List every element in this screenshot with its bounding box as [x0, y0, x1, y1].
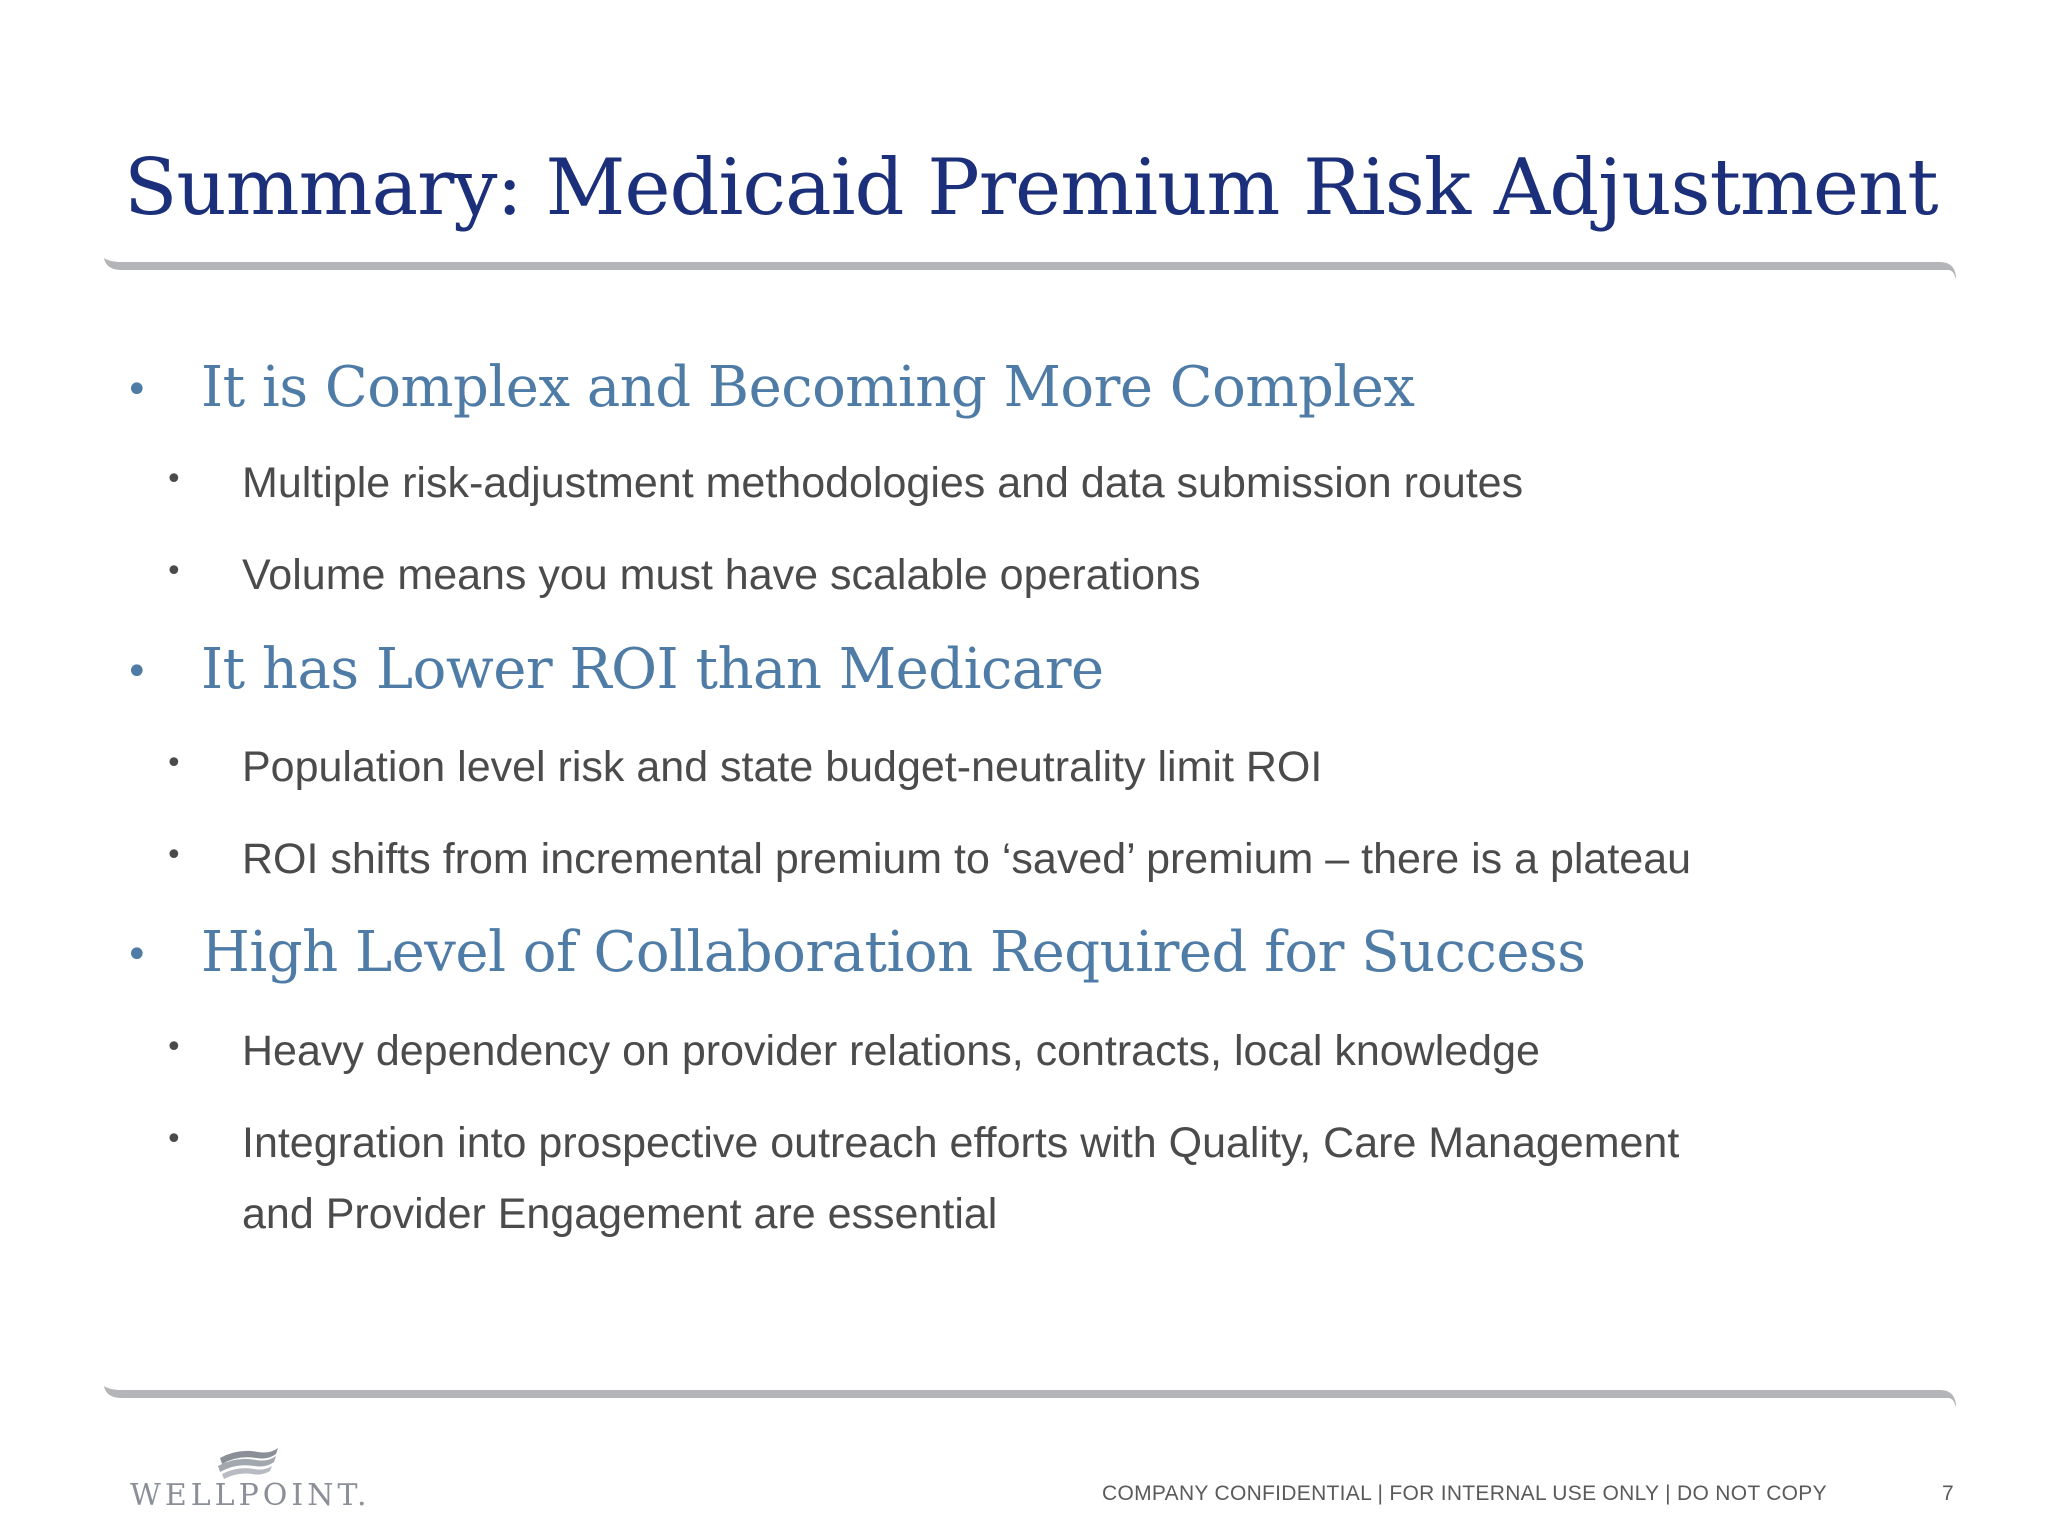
wellpoint-flag-icon: [214, 1444, 284, 1480]
section-heading-text: It is Complex and Becoming More Complex: [201, 355, 1415, 420]
bullet-marker: •: [125, 367, 149, 413]
wellpoint-logo: [130, 1444, 390, 1514]
bullet-marker: •: [165, 1030, 183, 1065]
bullet-marker: •: [125, 932, 149, 978]
section-heading-text: It has Lower ROI than Medicare: [201, 637, 1104, 702]
confidential-notice: COMPANY CONFIDENTIAL | FOR INTERNAL USE ONLY | DO NOT COPY: [1102, 1482, 1827, 1505]
bullet-marker: •: [165, 462, 183, 497]
list-item-text: and Provider Engagement are essential: [242, 1190, 998, 1238]
page-number: 7: [1942, 1482, 1954, 1505]
bullet-marker: •: [165, 746, 183, 781]
list-item-text: Heavy dependency on provider relations, contracts, local knowledge: [242, 1027, 1540, 1075]
list-item-text: Population level risk and state budget-neutrality limit ROI: [242, 743, 1323, 791]
bullet-marker: •: [165, 1122, 183, 1157]
bullet-marker: •: [125, 649, 149, 695]
bullet-marker: •: [165, 554, 183, 589]
list-item-text: Multiple risk-adjustment methodologies and data submission routes: [242, 459, 1524, 507]
slide-title: Summary: Medicaid Premium Risk Adjustment: [124, 143, 1938, 233]
list-item-text: ROI shifts from incremental premium to ‘saved’ premium – there is a plateau: [242, 835, 1692, 883]
logo-wordmark: WELLPOINT.: [130, 1478, 371, 1513]
list-item-text: Volume means you must have scalable operations: [242, 551, 1201, 599]
list-item-text: Integration into prospective outreach efforts with Quality, Care Management: [242, 1119, 1680, 1167]
section-heading-text: High Level of Collaboration Required for Success: [201, 920, 1586, 985]
bullet-marker: •: [165, 838, 183, 873]
